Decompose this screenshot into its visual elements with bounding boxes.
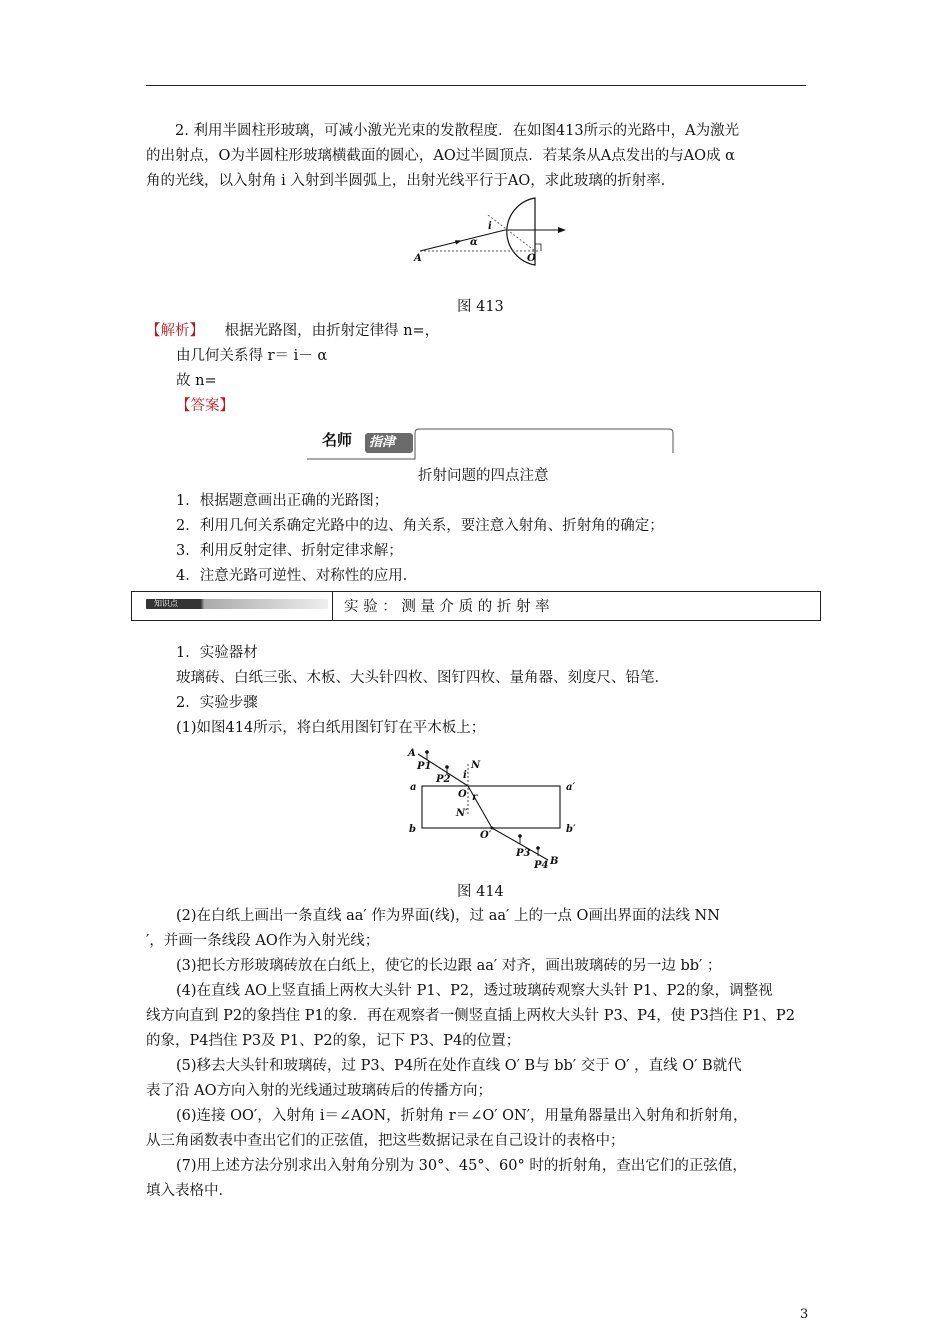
fig414-label-O: O	[458, 789, 467, 800]
exp-line-1: 1．实验器材	[176, 645, 258, 661]
fig413-label-i: i	[488, 221, 492, 232]
fig414-label-P2: P2	[436, 774, 451, 785]
fig413-label-O: O	[527, 253, 536, 264]
fig414-label-a: a	[410, 782, 417, 793]
fig414-label-Oprime: O′	[480, 830, 492, 841]
problem-line-1: 2. 利用半圆柱形玻璃，可减小激光光束的发散程度．在如图413所示的光路中，A为激光	[175, 123, 740, 139]
fig414-label-r: r	[472, 792, 478, 803]
fig414-label-i: i	[463, 770, 467, 781]
section-badge-area	[132, 592, 333, 620]
section-title: 实 验 ： 测 量 介 质 的 折 射 率	[344, 599, 550, 615]
figure-414-diagram	[400, 742, 600, 874]
answer-tag: 【答案】	[176, 398, 234, 414]
tip-badge-frame	[305, 427, 677, 461]
exp-line-3: 2．实验步骤	[176, 695, 258, 711]
exp-after-line-3: (3)把长方形玻璃砖放在白纸上，使它的长边跟 aa′ 对齐，画出玻璃砖的另一边 bb′ ；	[176, 958, 722, 974]
exp-after-line-9: (6)连接 OO′，入射角 i＝∠AON，折射角 r＝∠O′ ON′，用量角器量出入射角和折射角，	[176, 1108, 748, 1124]
solution-line-3: 故 n=	[176, 373, 217, 389]
fig413-label-A: A	[414, 253, 422, 264]
fig414-label-b: b	[409, 824, 416, 835]
tip-title: 折射问题的四点注意	[418, 468, 549, 484]
exp-after-line-1: (2)在白纸上画出一条直线 aa′ 作为界面(线)，过 aa′ 上的一点 O画出界面的法线 NN	[176, 908, 720, 924]
section-badge-text: 知识点	[154, 599, 178, 608]
tip-item-2: 2．利用几何关系确定光路中的边、角关系，要注意入射角、折射角的确定；	[176, 518, 664, 534]
header-rule	[146, 85, 806, 86]
fig414-label-B: B	[550, 856, 559, 867]
exp-after-line-6: 的象，P4挡住 P3及 P1、P2的象，记下 P3、P4的位置；	[146, 1033, 521, 1049]
exp-line-2: 玻璃砖、白纸三张、木板、大头针四枚、图钉四枚、量角器、刻度尺、铅笔．	[176, 670, 669, 686]
fig414-label-Nprime: N′	[456, 808, 468, 819]
figure-414-caption: 图 414	[457, 884, 504, 900]
solution-text-1: 根据光路图，由折射定律得 n=，	[224, 323, 440, 339]
fig413-label-alpha: α	[470, 237, 478, 248]
exp-after-line-5: 线方向直到 P2的象挡住 P1的象．再在观察者一侧竖直插上两枚大头针 P3、P4，使 P3挡住 P1、P2	[146, 1008, 795, 1024]
problem-line-3: 角的光线，以入射角 i 入射到半圆弧上，出射光线平行于AO，求此玻璃的折射率．	[146, 173, 676, 189]
fig414-label-P3: P3	[516, 848, 531, 859]
exp-after-line-7: (5)移去大头针和玻璃砖，过 P3、P4所在处作直线 O′ B与 bb′ 交于 O′ ，直线 O′ B就代	[176, 1058, 742, 1074]
fig414-label-P4: P4	[534, 860, 549, 871]
fig414-label-N: N	[471, 760, 481, 771]
solution-tag: 【解析】	[146, 323, 204, 339]
tip-item-1: 1．根据题意画出正确的光路图；	[176, 493, 389, 509]
page-number: 3	[800, 1307, 809, 1322]
figure-413-caption: 图 413	[457, 299, 504, 315]
tip-badge-left: 名师	[322, 431, 353, 449]
tip-item-3: 3．利用反射定律、折射定律求解；	[176, 543, 403, 559]
section-header-box	[131, 591, 821, 621]
figure-413-diagram	[410, 195, 580, 267]
tip-item-4: 4．注意光路可逆性、对称性的应用．	[176, 568, 418, 584]
exp-after-line-8: 表了沿 AO方向入射的光线通过玻璃砖后的传播方向；	[146, 1083, 492, 1099]
tip-badge-right: 指津	[369, 435, 396, 450]
fig414-label-P1: P1	[417, 761, 432, 772]
exp-after-line-11: (7)用上述方法分别求出入射角分别为 30°、45°、60° 时的折射角，查出它们的正弦值，	[176, 1158, 747, 1174]
exp-after-line-10: 从三角函数表中查出它们的正弦值，把这些数据记录在自己设计的表格中；	[146, 1133, 625, 1149]
fig414-label-A: A	[408, 748, 416, 759]
solution-line-1	[146, 321, 439, 341]
exp-after-line-4: (4)在直线 AO上竖直插上两枚大头针 P1、P2，透过玻璃砖观察大头针 P1、P2的象，调整视	[176, 983, 773, 999]
solution-line-2: 由几何关系得 r＝ i－ α	[176, 348, 328, 364]
fig414-label-aprime: a′	[566, 782, 576, 793]
exp-after-line-12: 填入表格中．	[146, 1183, 233, 1199]
exp-after-line-2: ′，并画一条线段 AO作为入射光线；	[146, 933, 380, 949]
exp-line-4: (1)如图414所示，将白纸用图钉钉在平木板上；	[176, 720, 486, 736]
fig414-label-bprime: b′	[566, 824, 576, 835]
problem-line-2: 的出射点，O为半圆柱形玻璃横截面的圆心，AO过半圆顶点．若某条从A点发出的与AO成 α	[146, 148, 735, 164]
